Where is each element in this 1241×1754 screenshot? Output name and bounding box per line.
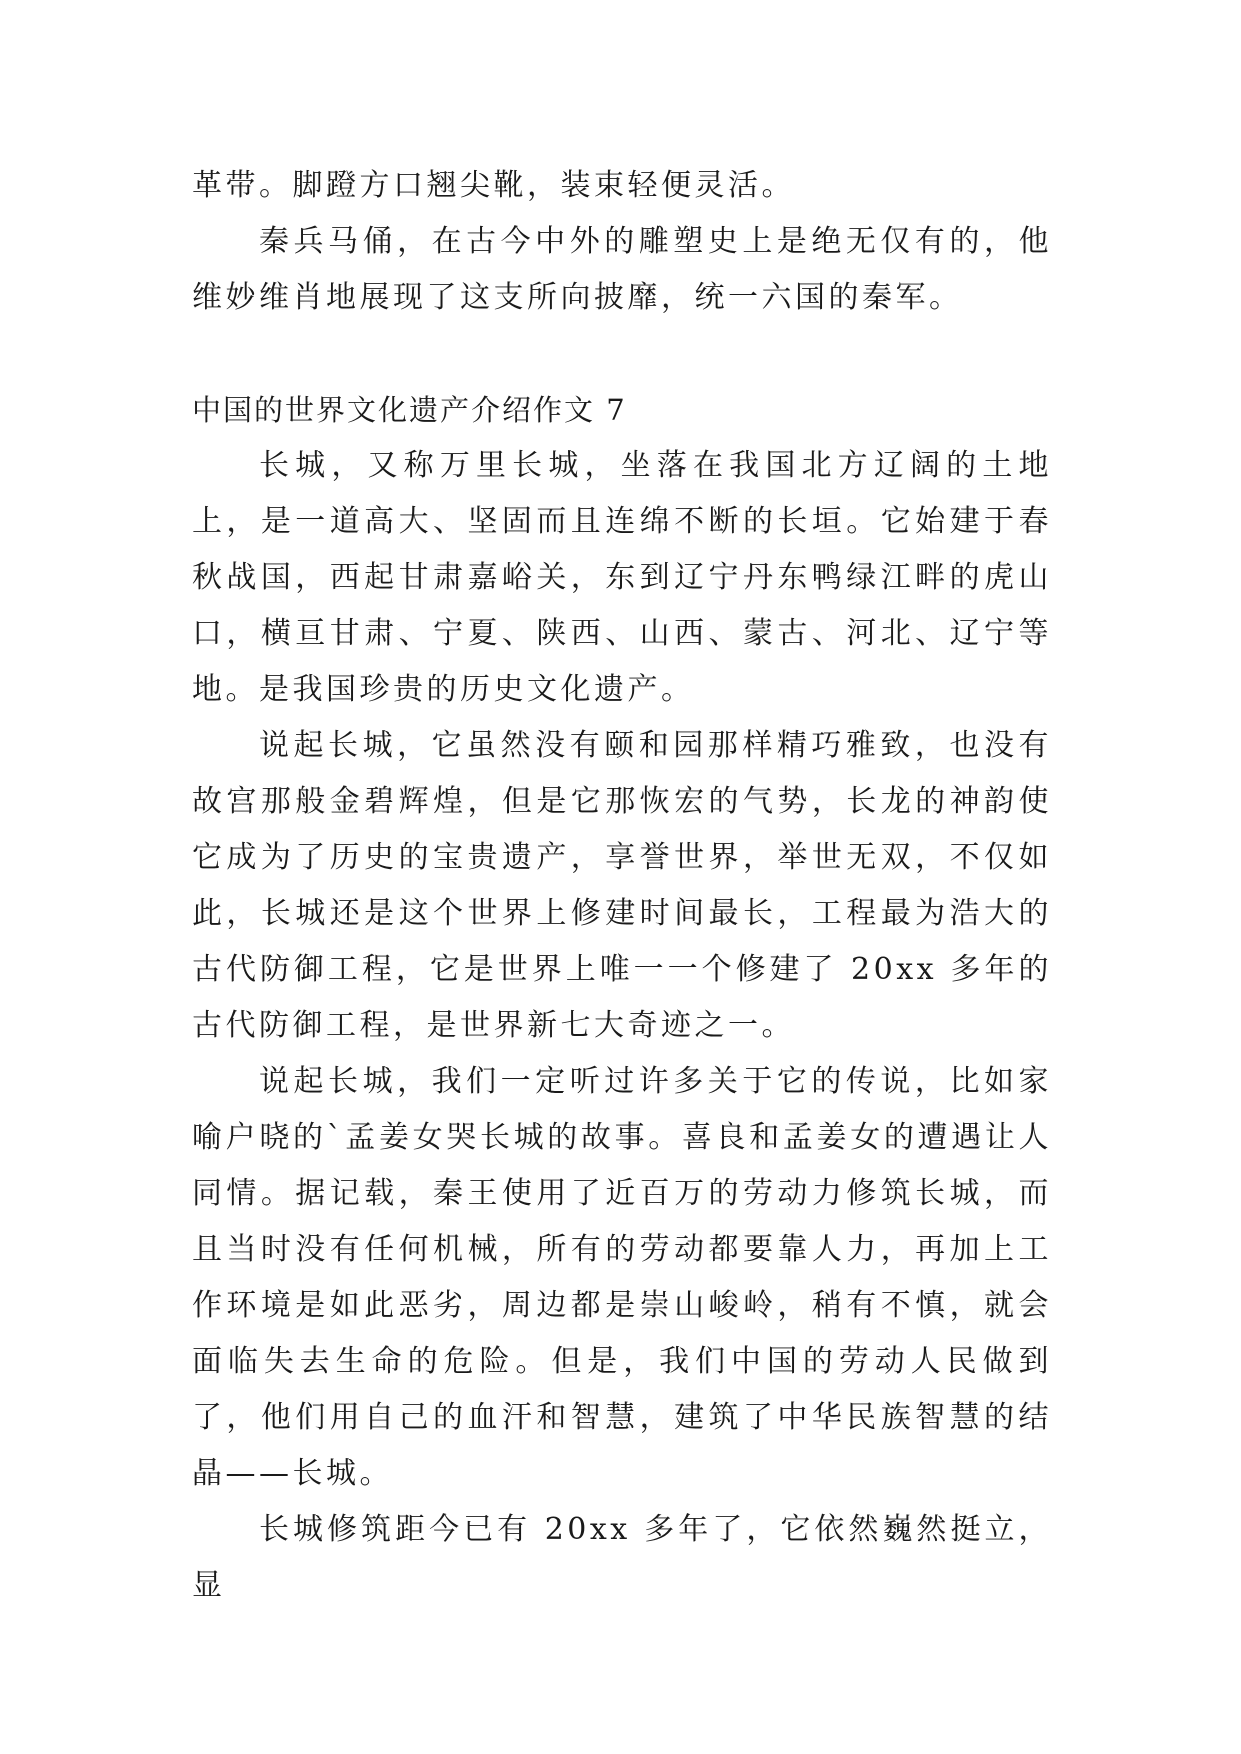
paragraph-great-wall-grandeur: 说起长城，它虽然没有颐和园那样精巧雅致，也没有故宫那般金碧辉煌，但是它那恢宏的气势，长龙的神韵使它成为了历史的宝贵遗产，享誉世界，举世无双，不仅如此，长城还是这个世界上修建时间最长，工程最为浩大的古代防御工程，它是世界上唯一一个修建了 20xx 多年的古代防御工程，是世界新七大奇迹之一。	[192, 728, 1052, 1043]
paragraph-continued: 革带。脚蹬方口翘尖靴，装束轻便灵活。	[192, 168, 795, 203]
paragraph-great-wall-today: 长城修筑距今已有 20xx 多年了，它依然巍然挺立，显	[192, 1512, 1052, 1603]
paragraph-terracotta-warriors: 秦兵马俑，在古今中外的雕塑史上是绝无仅有的，他维妙维肖地展现了这支所向披靡，统一六国的秦军。	[192, 224, 1052, 315]
paragraph-great-wall-legend: 说起长城，我们一定听过许多关于它的传说，比如家喻户晓的`孟姜女哭长城的故事。喜良和孟姜女的遭遇让人同情。据记载，秦王使用了近百万的劳动力修筑长城，而且当时没有任何机械，所有的劳动都要靠人力，再加上工作环境是如此恶劣，周边都是崇山峻岭，稍有不慎，就会面临失去生命的危险。但是，我们中国的劳动人民做到了，他们用自己的血汗和智慧，建筑了中华民族智慧的结晶——长城。	[192, 1064, 1052, 1491]
document-body	[192, 158, 1052, 1614]
section-heading: 中国的世界文化遗产介绍作文 7	[192, 393, 627, 427]
paragraph-great-wall-intro: 长城，又称万里长城，坐落在我国北方辽阔的土地上，是一道高大、坚固而且连绵不断的长垣。它始建于春秋战国，西起甘肃嘉峪关，东到辽宁丹东鸭绿江畔的虎山口，横亘甘肃、宁夏、陕西、山西、蒙古、河北、辽宁等地。是我国珍贵的历史文化遗产。	[192, 448, 1052, 707]
